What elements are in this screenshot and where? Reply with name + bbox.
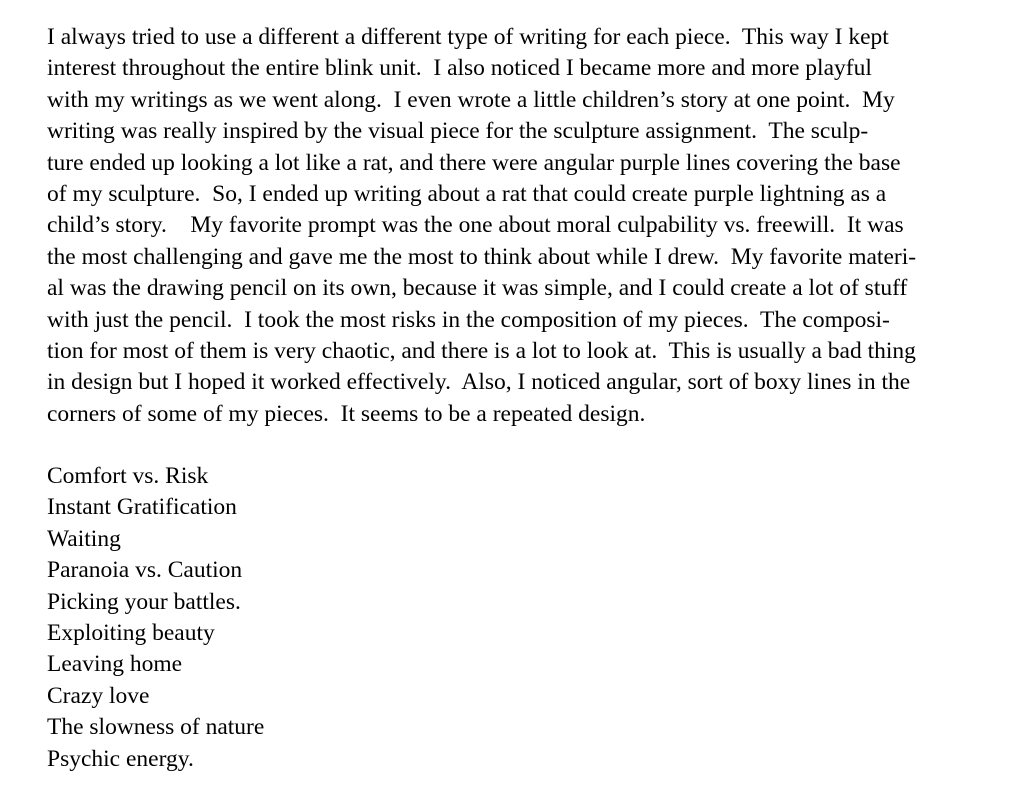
paragraph-line: tion for most of them is very chaotic, and there is a lot to look at. This is usually a bad thing [47, 337, 916, 364]
reflection-paragraph [47, 22, 1022, 430]
topic-item: Exploiting beauty [47, 620, 215, 647]
paragraph-line: interest throughout the entire blink unit. I also noticed I became more and more playful [47, 55, 872, 82]
paragraph-line: child’s story. My favorite prompt was the one about moral culpability vs. freewill. It was [47, 212, 904, 239]
paragraph-line: al was the drawing pencil on its own, because it was simple, and I could create a lot of stuff [47, 275, 908, 302]
paragraph-line: corners of some of my pieces. It seems to be a repeated design. [47, 400, 646, 427]
paragraph-line: I always tried to use a different a different type of writing for each piece. This way I kept [47, 24, 889, 50]
topic-item: Comfort vs. Risk [47, 463, 209, 490]
topic-item: Leaving home [47, 651, 183, 678]
paragraph-line: in design but I hoped it worked effectively. Also, I noticed angular, sort of boxy lines in the [47, 369, 911, 396]
paragraph-line: ture ended up looking a lot like a rat, and there were angular purple lines covering the base [47, 149, 901, 176]
paragraph-line: with my writings as we went along. I even wrote a little children’s story at one point. My [47, 86, 895, 113]
paragraph-line: writing was really inspired by the visual piece for the sculpture assignment. The sculp- [47, 118, 869, 145]
paragraph-line: the most challenging and gave me the most to think about while I drew. My favorite materi- [47, 243, 917, 270]
topic-item: Crazy love [47, 682, 150, 709]
paragraph-line: of my sculpture. So, I ended up writing about a rat that could create purple lightning as a [47, 180, 887, 207]
topic-item: Picking your battles. [47, 588, 241, 615]
topic-item: Paranoia vs. Caution [47, 557, 243, 584]
topic-item: Instant Gratification [47, 494, 237, 521]
topic-item: Psychic energy. [47, 745, 194, 772]
topic-item: Waiting [47, 525, 121, 552]
topic-item: The slowness of nature [47, 714, 265, 741]
document-page [47, 22, 1022, 775]
topic-list [47, 461, 1022, 775]
paragraph-line: with just the pencil. I took the most risks in the composition of my pieces. The composi- [47, 306, 890, 333]
